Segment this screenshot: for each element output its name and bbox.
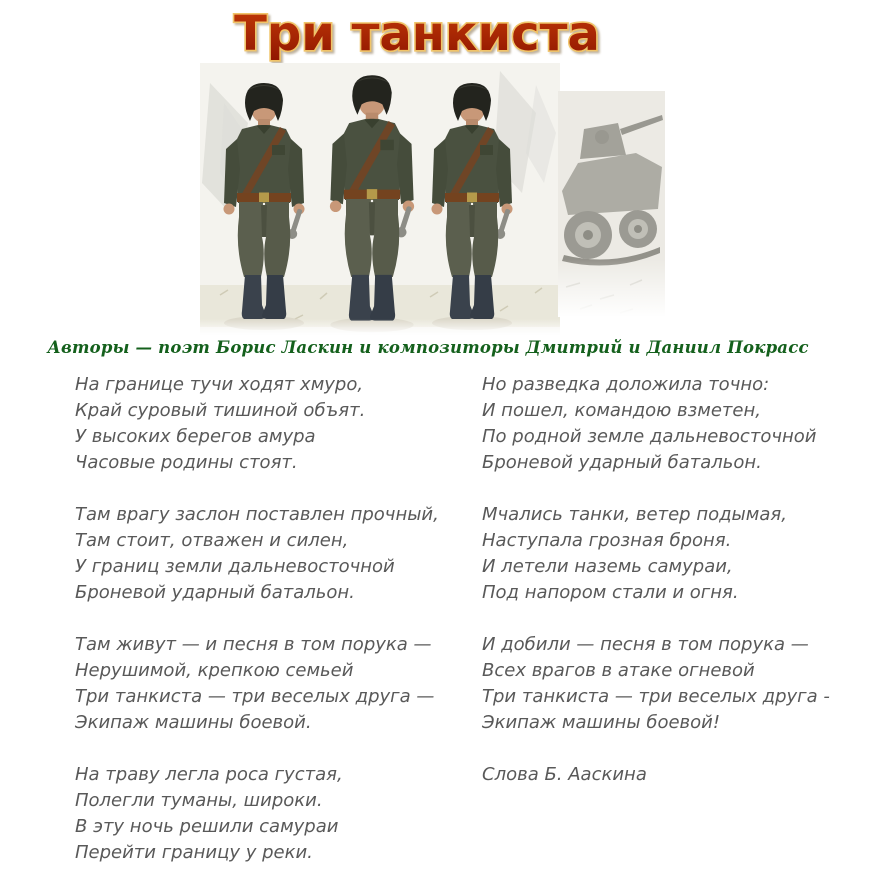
stanza-5 — [482, 372, 880, 476]
credit-line-wrap — [482, 762, 880, 788]
poem-line: Край суровый тишиной объят. — [75, 400, 366, 421]
stanza-7 — [482, 632, 880, 736]
poem-line: Три танкиста — три веселых друга - — [482, 686, 830, 707]
page-title-text: Три танкиста — [234, 6, 600, 62]
poem-line: Всех врагов в атаке огневой — [482, 660, 755, 681]
poem-line: На траву легла роса густая, — [75, 764, 343, 785]
credit-line: Слова Б. Ааскина — [482, 764, 647, 785]
poem-line: Часовые родины стоят. — [75, 452, 298, 473]
poem-line: Экипаж машины боевой! — [482, 712, 721, 733]
stanza-1 — [75, 372, 475, 476]
stanza-2 — [75, 502, 475, 606]
poem-line: У границ земли дальневосточной — [75, 556, 395, 577]
poem-line: Наступала грозная броня. — [482, 530, 732, 551]
tankmen-illustration — [200, 63, 665, 335]
poem-line: Броневой ударный батальон. — [75, 582, 355, 603]
stanza-3 — [75, 632, 475, 736]
poem-line: Под напором стали и огня. — [482, 582, 739, 603]
poem-line: Три танкиста — три веселых друга — — [75, 686, 435, 707]
poem-line: И летели наземь самураи, — [482, 556, 733, 577]
poem-line: Нерушимой, крепкою семьей — [75, 660, 354, 681]
poem-line: В эту ночь решили самураи — [75, 816, 339, 837]
poem-line: Но разведка доложила точно: — [482, 374, 770, 395]
poem-line: И добили — песня в том порука — — [482, 634, 809, 655]
poem-line: По родной земле дальневосточной — [482, 426, 817, 447]
poem-line: И пошел, командою взметен, — [482, 400, 761, 421]
poem-line: Там стоит, отважен и силен, — [75, 530, 349, 551]
poem-column-right — [482, 372, 880, 814]
poem-line: Там живут — и песня в том порука — — [75, 634, 432, 655]
poem-line: Экипаж машины боевой. — [75, 712, 312, 733]
title-art — [0, 0, 880, 66]
poem-line: Перейти границу у реки. — [75, 842, 313, 863]
authors-line: Авторы — поэт Борис Ласкин и композиторы Дмитрий и Даниил Покрасс — [47, 338, 809, 357]
poem-line: Мчались танки, ветер подымая, — [482, 504, 787, 525]
poem-line: На границе тучи ходят хмуро, — [75, 374, 364, 395]
poem-line: Там врагу заслон поставлен прочный, — [75, 504, 439, 525]
stanza-6 — [482, 502, 880, 606]
tank-photo — [558, 91, 665, 317]
tankmen-illustration-art — [200, 63, 665, 335]
poem-line: У высоких берегов амура — [75, 426, 316, 447]
poem-line: Броневой ударный батальон. — [482, 452, 762, 473]
stanza-4 — [75, 762, 475, 866]
poem-column-left — [75, 372, 475, 881]
poem-line: Полегли туманы, широки. — [75, 790, 323, 811]
page-title — [0, 0, 880, 66]
